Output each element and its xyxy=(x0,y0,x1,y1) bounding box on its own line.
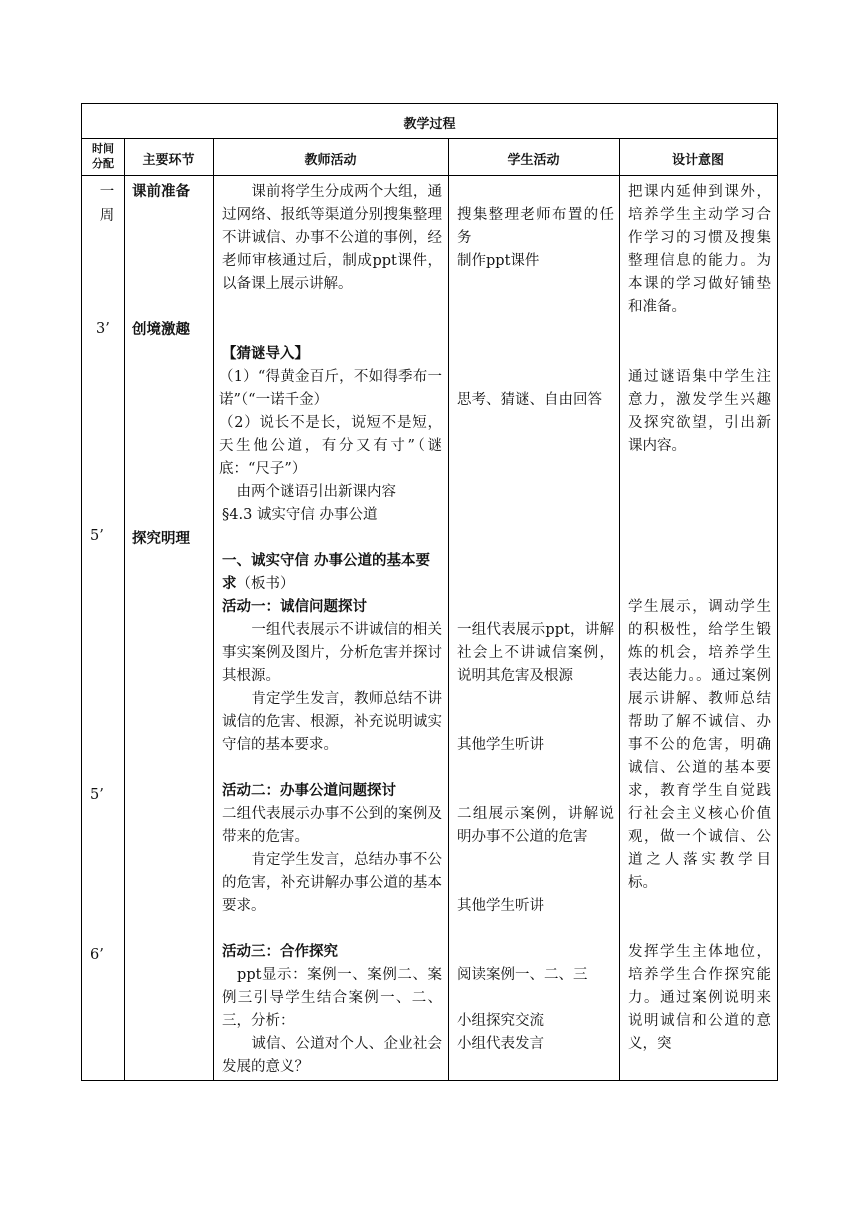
activity1-text-1: 一组代表展示不讲诚信的相关事实案例及图片，分析危害并探讨其根源。 xyxy=(222,622,442,684)
activity2-text-1: 二组代表展示办事不公到的案例及带来的危害。 xyxy=(222,806,442,845)
student-group-work: 小组探究交流 小组代表发言 xyxy=(457,1013,544,1052)
activity1-title: 活动一：诚信问题探讨 xyxy=(222,599,367,615)
stage-explore: 探究明理 xyxy=(132,531,190,547)
activity3-text-2: 诚信、公道对个人、企业社会发展的意义？ xyxy=(222,1036,442,1075)
time-activity1: 5’ xyxy=(90,528,104,544)
activity2-title: 活动二：办事公道问题探讨 xyxy=(222,783,396,799)
activity2-text-2: 肯定学生发言，总结办事不公的危害，补充讲解办事公道的基本要求。 xyxy=(222,852,442,914)
column-divider xyxy=(124,138,125,1080)
table-rule xyxy=(82,138,777,139)
student-activity2: 二组展示案例，讲解说明办事不公道的危害 xyxy=(457,806,614,845)
stage-intro: 创境激趣 xyxy=(132,322,190,338)
student-listen-2: 其他学生听讲 xyxy=(457,898,544,914)
header-student: 学生活动 xyxy=(507,153,560,168)
header-stage: 主要环节 xyxy=(142,153,195,168)
column-divider xyxy=(213,138,214,1080)
riddle-1: （1）“得黄金百斤，不如得季布一诺”（“一诺千金） xyxy=(219,369,442,408)
teacher-prep-text: 课前将学生分成两个大组，通过网络、报纸等渠道分别搜集整理不讲诚信、办事不公道的事例，经老师审核通过后，制成ppt课件，以备课上展示讲解。 xyxy=(222,184,442,292)
riddle-heading: 【猜谜导入】 xyxy=(222,346,309,362)
header-teacher: 教师活动 xyxy=(304,153,357,168)
section1-title: 一、诚实守信 办事公道的基本要求 xyxy=(222,553,431,592)
riddle-lead: 由两个谜语引出新课内容 xyxy=(222,484,396,500)
time-activity3: 6’ xyxy=(90,947,104,963)
lesson-title: §4.3 诚实守信 办事公道 xyxy=(222,507,378,523)
section1-note: （板书） xyxy=(236,576,295,592)
activity3-text-1: ppt显示：案例一、案例二、案例三引导学生结合案例一、二、三，分析： xyxy=(222,967,442,1029)
stage-prep: 课前准备 xyxy=(132,184,190,200)
activity3-title: 活动三：合作探究 xyxy=(222,944,338,960)
activity1-text-2: 肯定学生发言，教师总结不讲诚信的危害、根源，补充说明诚实守信的基本要求。 xyxy=(222,691,442,753)
header-time: 时间 分配 xyxy=(92,142,114,170)
riddle-2: （2）说长不是长，说短不是短，天生他公道，有分又有寸”（谜底：“尺子”） xyxy=(219,415,442,477)
time-activity2: 5’ xyxy=(90,787,104,803)
section1-heading xyxy=(222,550,444,596)
header-intent: 设计意图 xyxy=(671,153,724,168)
column-divider xyxy=(448,138,449,1080)
student-read-cases: 阅读案例一、二、三 xyxy=(457,967,588,983)
intent-activities: 学生展示，调动学生的积极性，给学生锻炼的机会，培养学生表达能力。。通过案例展示讲解、教师总结帮助了解不诚信、办事不公的危害，明确诚信、公道的基本要求，教育学生自觉践行社会主义核心价值观，做一个诚信、公道之人落实教学目标。 xyxy=(628,599,771,891)
intent-prep: 把课内延伸到课外，培养学生主动学习合作学习的习惯及搜集整理信息的能力。为本课的学习做好铺垫和准备。 xyxy=(628,184,771,315)
table-rule xyxy=(82,175,777,176)
student-intro: 思考、猜谜、自由回答 xyxy=(457,392,602,408)
student-prep: 搜集整理老师布置的任务 制作ppt课件 xyxy=(457,207,614,269)
column-divider xyxy=(619,138,620,1080)
student-listen-1: 其他学生听讲 xyxy=(457,737,544,753)
time-prep: 一 周 xyxy=(99,184,115,224)
table-title: 教学过程 xyxy=(403,117,456,132)
time-intro: 3’ xyxy=(96,321,110,337)
intent-intro: 通过谜语集中学生注意力，激发学生兴趣及探究欲望，引出新课内容。 xyxy=(628,369,771,454)
intent-activity3: 发挥学生主体地位，培养学生合作探究能力。通过案例说明来说明诚信和公道的意义，突 xyxy=(628,944,771,1052)
lesson-process-table xyxy=(81,103,778,1081)
student-activity1: 一组代表展示ppt，讲解社会上不讲诚信案例，说明其危害及根源 xyxy=(457,622,614,684)
